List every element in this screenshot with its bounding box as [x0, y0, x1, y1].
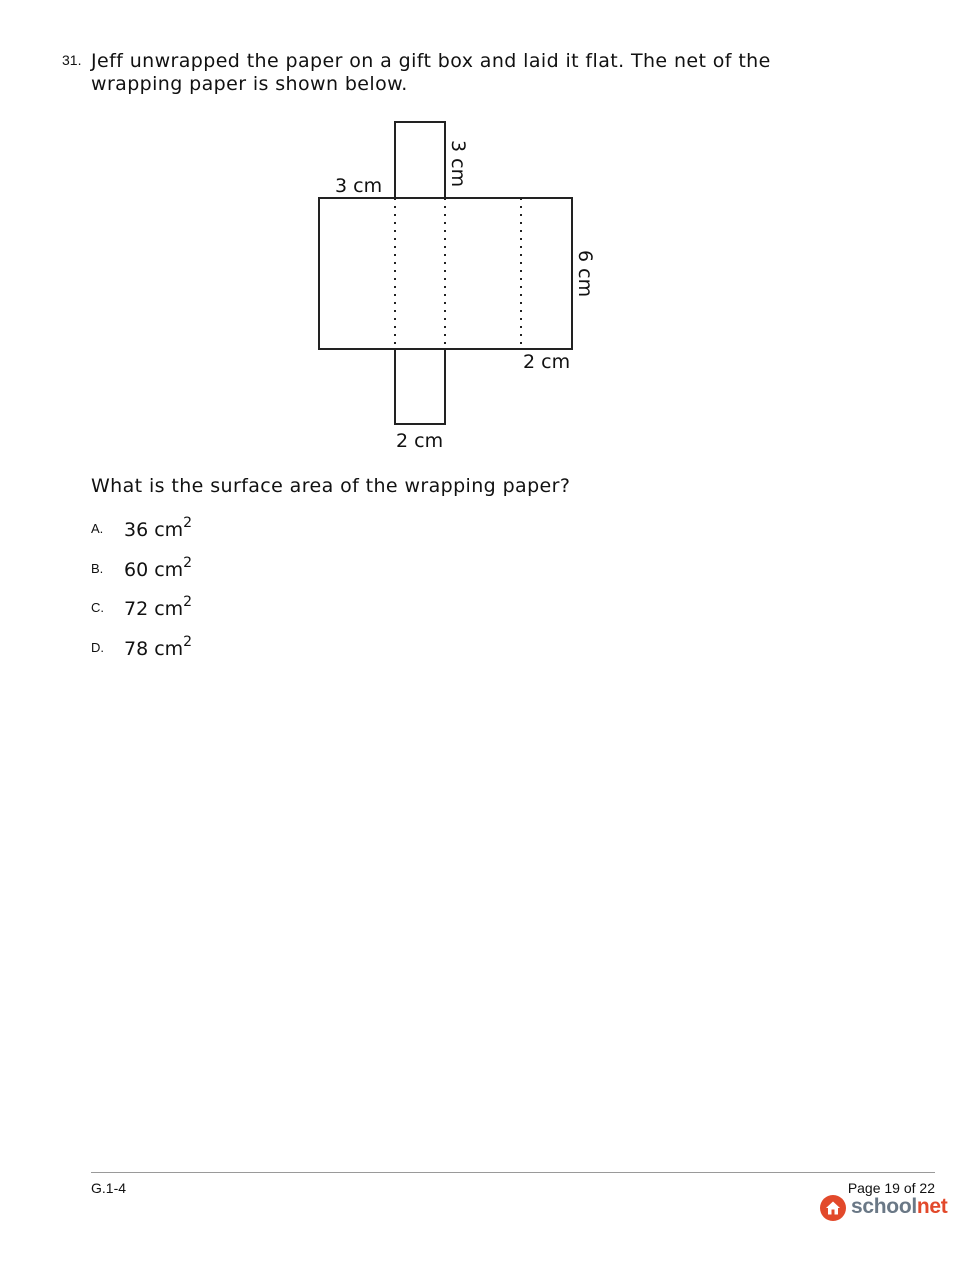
choice-value: 36 $cm^2$: [124, 515, 193, 541]
question-number: 31.: [62, 52, 82, 68]
choice-value: 72 $cm^2$: [124, 594, 193, 620]
net-bottom-flap: [395, 349, 445, 424]
footer-page-number: Page 19 of 22: [847, 1180, 935, 1196]
label-left-width: 3 cm: [335, 175, 383, 197]
label-bottom-flap-width: 2 cm: [396, 430, 444, 452]
stem-line-1: Jeff unwrapped the paper on a gift box and laid it flat. The net of the: [91, 50, 771, 72]
footer-divider: [91, 1172, 935, 1173]
choice-letter: A.: [91, 521, 104, 536]
question-prompt: What is the surface area of the wrapping paper?: [91, 475, 571, 497]
net-top-flap: [395, 122, 445, 198]
choice-letter: C.: [91, 600, 104, 615]
choice-value: 78 $cm^2$: [124, 634, 193, 660]
label-right-panel-width: 2 cm: [523, 351, 571, 373]
box-net-figure: [300, 110, 620, 460]
choice-value: 60 $cm^2$: [124, 555, 193, 581]
choice-letter: D.: [91, 640, 104, 655]
label-top-flap-height: 3 cm: [447, 140, 469, 188]
question-stem: [91, 50, 811, 96]
house-icon: [820, 1195, 846, 1221]
choice-letter: B.: [91, 561, 104, 576]
label-right-height: 6 cm: [574, 250, 596, 298]
stem-line-2: wrapping paper is shown below.: [91, 73, 408, 95]
footer-standard-code: G.1-4: [91, 1180, 127, 1196]
brand-wordmark: schoolnet: [851, 1195, 948, 1218]
